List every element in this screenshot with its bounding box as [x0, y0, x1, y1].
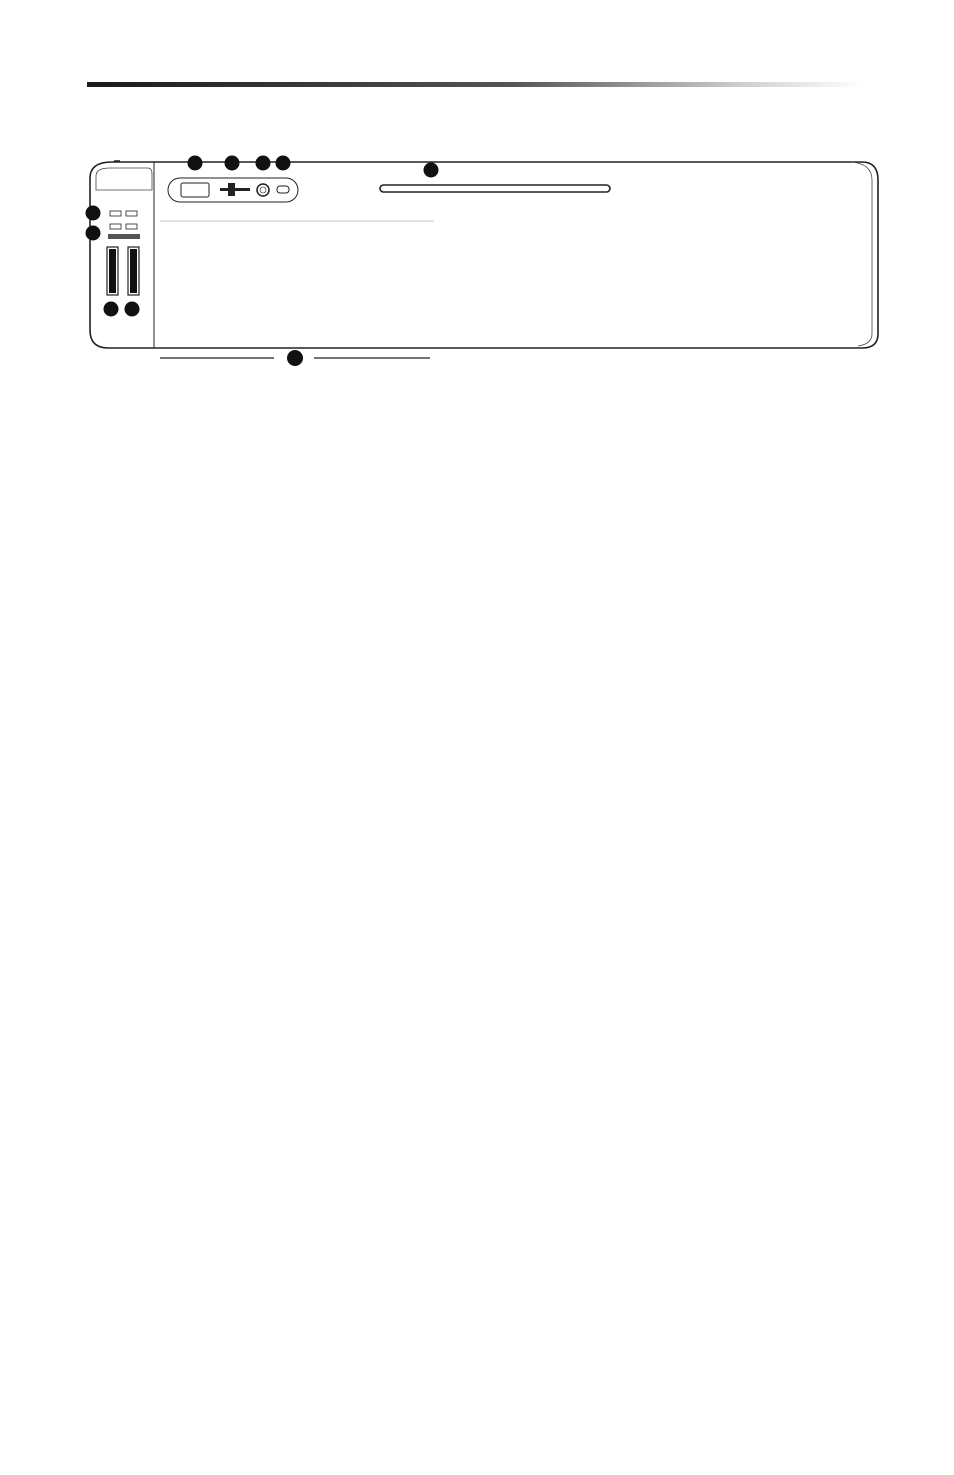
callout-4 — [276, 156, 291, 171]
callout-1 — [188, 156, 203, 171]
callout-2 — [225, 156, 240, 171]
ipad-holder-slot — [380, 185, 610, 192]
header-rule — [87, 82, 862, 87]
callout-3 — [256, 156, 271, 171]
transpose-plus-button — [126, 224, 137, 229]
keyboard-diagram — [84, 150, 884, 375]
octave-minus-button — [110, 211, 121, 216]
callout-5 — [424, 163, 439, 178]
callout-10 — [287, 350, 303, 366]
volume-fader-cap — [228, 183, 235, 196]
led-display — [181, 183, 209, 197]
transpose-minus-button — [110, 224, 121, 229]
callout-6 — [86, 206, 101, 221]
callout-7 — [86, 226, 101, 241]
octave-plus-button — [126, 211, 137, 216]
callout-9 — [125, 302, 140, 317]
data-knob — [257, 184, 269, 196]
edit-button — [277, 186, 289, 193]
callout-8 — [104, 302, 119, 317]
